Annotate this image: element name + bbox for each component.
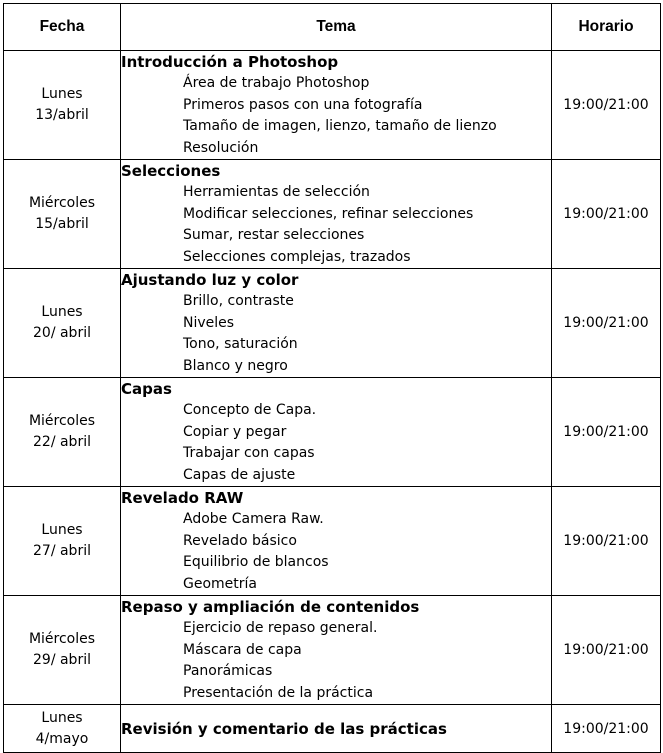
fecha-day: Miércoles <box>28 413 96 429</box>
tema-cell <box>121 596 552 705</box>
header-tema: Tema <box>121 4 552 51</box>
table-row <box>4 705 661 753</box>
tema-item: Concepto de Capa. <box>183 402 317 418</box>
fecha-date: 15/abril <box>35 216 89 232</box>
fecha-date: 13/abril <box>35 107 89 123</box>
fecha-cell <box>4 487 121 596</box>
table-row <box>4 269 661 378</box>
fecha-day: Lunes <box>41 522 83 538</box>
tema-item: Primeros pasos con una fotografía <box>183 96 423 113</box>
tema-title: Introducción a Photoshop <box>121 53 339 71</box>
tema-item: Máscara de capa <box>183 641 302 658</box>
course-schedule-table <box>3 3 661 753</box>
table-row <box>4 596 661 705</box>
tema-cell <box>121 487 552 596</box>
tema-item: Geometría <box>183 575 257 592</box>
fecha-cell <box>4 596 121 705</box>
tema-title: Revisión y comentario de las prácticas <box>121 719 447 738</box>
tema-cell <box>121 705 552 753</box>
tema-cell <box>121 51 552 160</box>
horario-cell: 19:00/21:00 <box>552 51 661 160</box>
tema-item: Sumar, restar selecciones <box>183 227 365 243</box>
tema-item: Tamaño de imagen, lienzo, tamaño de lienzo <box>183 118 497 134</box>
tema-item: Tono, saturación <box>183 336 298 352</box>
tema-item: Niveles <box>183 314 235 331</box>
tema-item: Modificar selecciones, refinar selecciones <box>183 205 474 222</box>
horario-cell: 19:00/21:00 <box>552 596 661 705</box>
fecha-cell <box>4 269 121 378</box>
fecha-cell <box>4 51 121 160</box>
fecha-day: Lunes <box>41 86 83 102</box>
tema-item: Brillo, contraste <box>183 293 294 309</box>
tema-item: Blanco y negro <box>183 357 288 374</box>
tema-item: Presentación de la práctica <box>183 684 374 701</box>
tema-title: Repaso y ampliación de contenidos <box>121 598 420 616</box>
fecha-cell <box>4 160 121 269</box>
fecha-cell <box>4 705 121 753</box>
tema-item: Resolución <box>183 139 259 156</box>
tema-title: Capas <box>121 380 172 398</box>
tema-title: Revelado RAW <box>121 489 244 507</box>
horario-cell: 19:00/21:00 <box>552 160 661 269</box>
fecha-date: 20/ abril <box>33 325 91 341</box>
fecha-day: Lunes <box>41 304 83 320</box>
fecha-date: 29/ abril <box>33 652 91 668</box>
tema-item: Herramientas de selección <box>183 184 370 200</box>
fecha-day: Miércoles <box>28 195 96 211</box>
tema-item: Revelado básico <box>183 532 297 549</box>
table-row <box>4 378 661 487</box>
table-row <box>4 160 661 269</box>
tema-item: Equilibrio de blancos <box>183 554 329 570</box>
tema-cell <box>121 160 552 269</box>
tema-item: Panorámicas <box>183 663 273 679</box>
horario-cell: 19:00/21:00 <box>552 378 661 487</box>
header-horario: Horario <box>552 4 661 51</box>
tema-cell <box>121 269 552 378</box>
fecha-date: 22/ abril <box>33 434 91 450</box>
fecha-date: 27/ abril <box>33 543 91 559</box>
fecha-day: Lunes <box>41 709 83 726</box>
tema-item: Copiar y pegar <box>183 423 287 440</box>
fecha-day: Miércoles <box>28 631 96 647</box>
fecha-date: 4/mayo <box>35 730 89 747</box>
tema-cell <box>121 378 552 487</box>
header-fecha: Fecha <box>4 4 121 51</box>
tema-item: Capas de ajuste <box>183 466 296 483</box>
fecha-cell <box>4 378 121 487</box>
tema-item: Adobe Camera Raw. <box>183 511 324 527</box>
tema-item: Trabajar con capas <box>183 445 315 461</box>
table-row <box>4 487 661 596</box>
header-row <box>4 4 661 51</box>
tema-title: Ajustando luz y color <box>121 271 299 289</box>
tema-title: Selecciones <box>121 162 221 180</box>
table-row <box>4 51 661 160</box>
horario-cell: 19:00/21:00 <box>552 269 661 378</box>
tema-item: Selecciones complejas, trazados <box>183 248 411 265</box>
tema-item: Área de trabajo Photoshop <box>183 75 370 91</box>
tema-item: Ejercicio de repaso general. <box>183 620 378 636</box>
horario-cell: 19:00/21:00 <box>552 487 661 596</box>
horario-cell: 19:00/21:00 <box>552 705 661 753</box>
